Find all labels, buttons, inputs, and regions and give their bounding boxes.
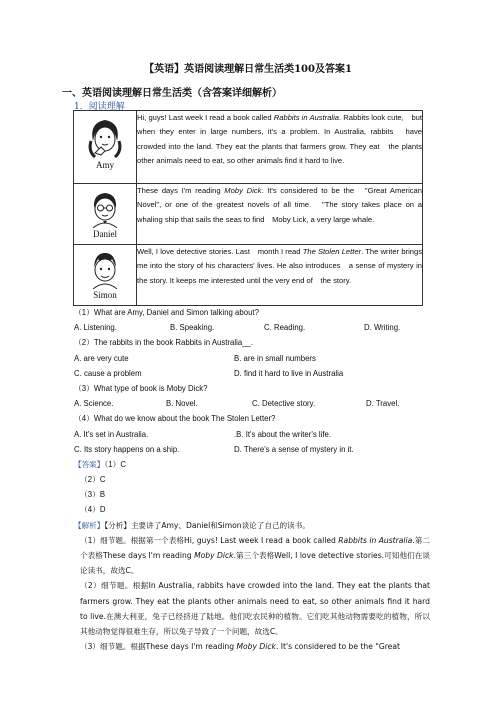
amy-portrait-cell	[74, 111, 137, 184]
analysis-part-3: （3）细节题。根据These days I'm reading Moby Dick. It's considered to be the "Great	[80, 642, 400, 652]
answer-2: （2）C	[80, 475, 106, 485]
analysis-part-2: （2）细节题。根据In Australia, rabbits have crowded into the land. They eat the plants that farmers grow. They eat the plants other animals need to eat, so other animals find it hard to live.在澳大利亚，兔子已经挤进了陆地。他们吃农民种的植物。它们吃其他动物需要吃的植物，所以其他动物觉得很难生存，所以兔子导致了一个问题，故选C。	[80, 581, 430, 637]
question-1-options	[74, 320, 430, 335]
amy-name: Amy	[96, 160, 114, 170]
simon-passage: Well, I love detective stories. Last month I read The Stolen Letter. The writer brings me into the story of his characters' lives. He also introduces a sense of mystery in the story. It keeps me interested until the very end of the story.	[137, 245, 423, 306]
daniel-passage: These days I'm reading Moby Dick. It's considered to be the "Great American Novel", or one of the greatest novels of all time. "The story takes place on a whaling ship that sails the seas to find Moby Lick, a very large whale.	[137, 184, 423, 245]
analysis-label: 【解析】	[74, 520, 105, 530]
daniel-name: Daniel	[93, 229, 117, 239]
q3-option-b[interactable]: B. Novel.	[166, 399, 198, 409]
answer-1: 【答案】（1）C	[74, 459, 127, 469]
simon-portrait-cell	[74, 245, 137, 306]
question-4-options-ab	[74, 427, 430, 442]
q2-option-d[interactable]: D. find it hard to live in Australia	[234, 368, 344, 378]
q3-option-c[interactable]: C. Detective story.	[252, 399, 316, 409]
q4-option-a[interactable]: A. It's set in Australia.	[74, 429, 149, 439]
analysis-part-1: （1）细节题。根据第一个表格Hi, guys! Last week I read a book called Rabbits in Australia.第二个表格These days I'm reading Moby Dick.第三个表格Well, I love detective stories.可知他们在谈论读书，故选C。	[80, 535, 430, 576]
daniel-portrait-icon	[85, 188, 125, 228]
q4-option-c[interactable]: C. Its story happens on a ship.	[74, 444, 180, 454]
q4-option-d[interactable]: D. There's a sense of mystery in it.	[234, 444, 354, 454]
answer-label: 【答案】	[74, 459, 105, 469]
document-title: 【英语】英语阅读理解日常生活类100及答案1	[144, 64, 352, 75]
passage-row-simon	[74, 245, 423, 306]
q2-option-b[interactable]: B. are in small numbers	[234, 353, 316, 363]
q3-option-a[interactable]: A. Science.	[74, 399, 114, 409]
question-2-options-cd	[74, 366, 430, 381]
daniel-portrait-cell	[74, 184, 137, 245]
q2-option-a[interactable]: A. are very cute	[74, 353, 129, 363]
passage-row-daniel	[74, 184, 423, 245]
q2-option-c[interactable]: C. cause a problem	[74, 368, 142, 378]
question-1-stem: （1）What are Amy, Daniel and Simon talking about?	[74, 308, 259, 317]
answer-4: （4）D	[80, 505, 106, 515]
question-3-options	[74, 396, 430, 411]
q1-option-a[interactable]: A. Listening.	[74, 323, 117, 333]
answer-3: （3）B	[80, 490, 106, 500]
amy-portrait-icon	[85, 115, 125, 159]
section-heading: 一、英语阅读理解日常生活类（含答案详细解析）	[62, 88, 282, 99]
questions-and-answers	[74, 305, 430, 654]
amy-passage: Hi, guys! Last week I read a book called Rabbits in Australia. Rabbits look cute, but when they enter in large numbers, it's a problem. In Australia, rabbits have crowded into the land. They eat the plants that farmers grow. They eat the plants other animals need to eat, so other animals find it hard to live.	[137, 111, 423, 184]
q1-option-b[interactable]: B. Speaking.	[170, 323, 215, 333]
simon-name: Simon	[93, 290, 117, 300]
passage-row-amy	[74, 111, 423, 184]
question-4-stem: （4）What do we know about the book The Stolen Letter?	[74, 414, 276, 424]
passage-table	[73, 110, 423, 306]
question-3-stem: （3）What type of book is Moby Dick?	[74, 383, 208, 393]
question-2-options-ab	[74, 351, 430, 366]
question-4-options-cd	[74, 442, 430, 457]
q1-option-c[interactable]: C. Reading.	[264, 323, 306, 333]
q3-option-d[interactable]: D. Travel.	[366, 399, 400, 409]
q4-option-b[interactable]: .B. It's about the writer's life.	[234, 429, 332, 439]
analysis-intro: 【解析】【分析】主要讲了Amy、Daniel和Simon谈论了自己的读书。	[74, 520, 310, 530]
q1-option-d[interactable]: D. Writing.	[364, 323, 401, 333]
question-number: 1．阅读理解	[74, 102, 125, 112]
simon-portrait-icon	[85, 249, 125, 289]
question-2-stem: （2）The rabbits in the book Rabbits in Australia__.	[74, 338, 253, 348]
